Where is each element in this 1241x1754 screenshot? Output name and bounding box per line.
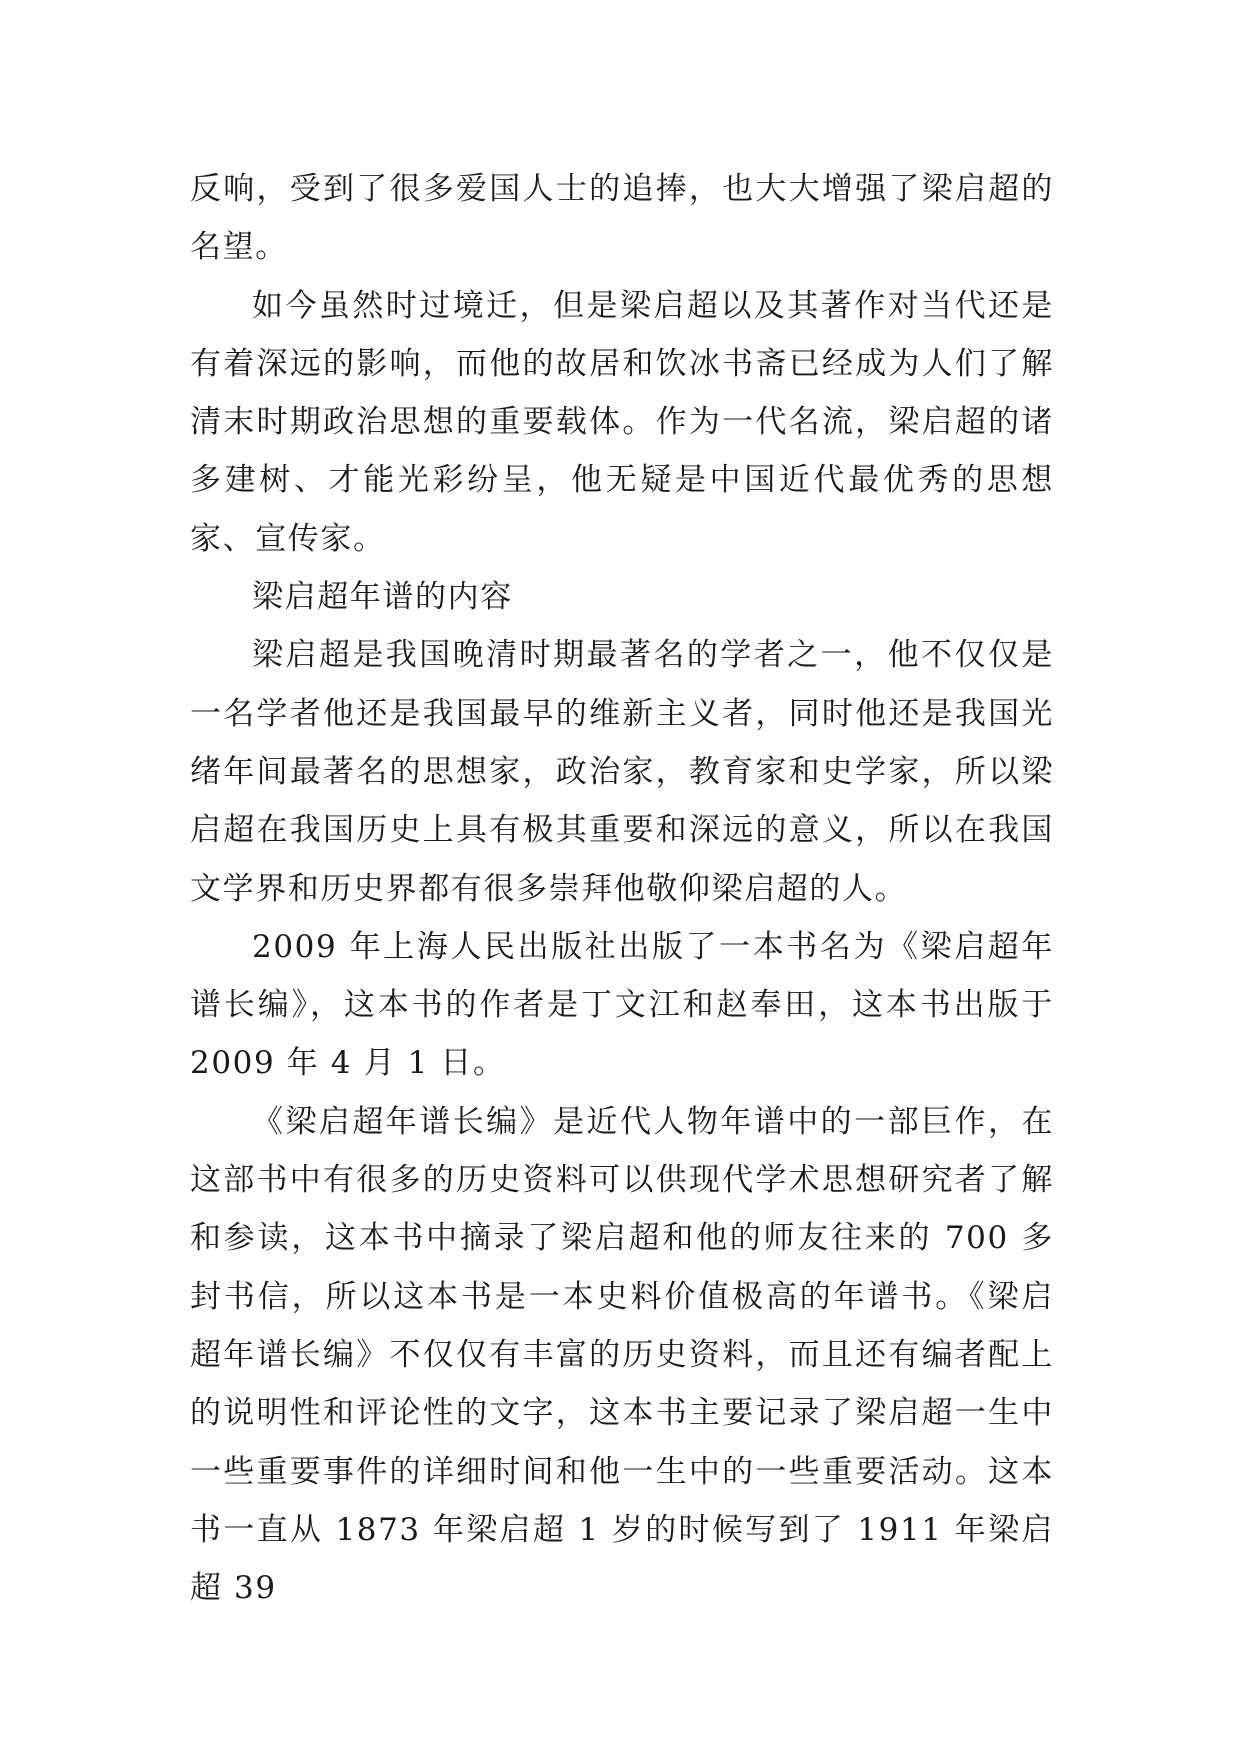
- paragraph-influence: 如今虽然时过境迁，但是梁启超以及其著作对当代还是有着深远的影响，而他的故居和饮冰书斋已经成为人们了解清末时期政治思想的重要载体。作为一代名流，梁启超的诸多建树、才能光彩纷呈，他无疑是中国近代最优秀的思想家、宣传家。: [190, 287, 1054, 557]
- paragraph-publication: 2009 年上海人民出版社出版了一本书名为《梁启超年谱长编》，这本书的作者是丁文江和赵奉田，这本书出版于 2009 年 4 月 1 日。: [190, 928, 1054, 1082]
- section-heading: 梁启超年谱的内容: [252, 579, 513, 616]
- paragraph-book-description: 《梁启超年谱长编》是近代人物年谱中的一部巨作，在这部书中有很多的历史资料可以供现代学术思想研究者了解和参读，这本书中摘录了梁启超和他的师友往来的 700 多封书信，所以这本书是一本史料价值极高的年谱书。《梁启超年谱长编》不仅仅有丰富的历史资料，而且还有编者配上的说明性和评论性的文字，这本书主要记录了梁启超一生中一些重要事件的详细时间和他一生中的一些重要活动。这本书一直从 1873 年梁启超 1 岁的时候写到了 1911 年梁启超 39: [190, 1103, 1054, 1607]
- document-body: [190, 160, 1054, 1617]
- paragraph-continuation: 反响，受到了很多爱国人士的追捧，也大大增强了梁启超的名望。: [190, 171, 1054, 266]
- paragraph-introduction: 梁启超是我国晚清时期最著名的学者之一，他不仅仅是一名学者他还是我国最早的维新主义者，同时他还是我国光绪年间最著名的思想家，政治家，教育家和史学家，所以梁启超在我国历史上具有极其重要和深远的意义，所以在我国文学界和历史界都有很多崇拜他敬仰梁启超的人。: [190, 637, 1054, 907]
